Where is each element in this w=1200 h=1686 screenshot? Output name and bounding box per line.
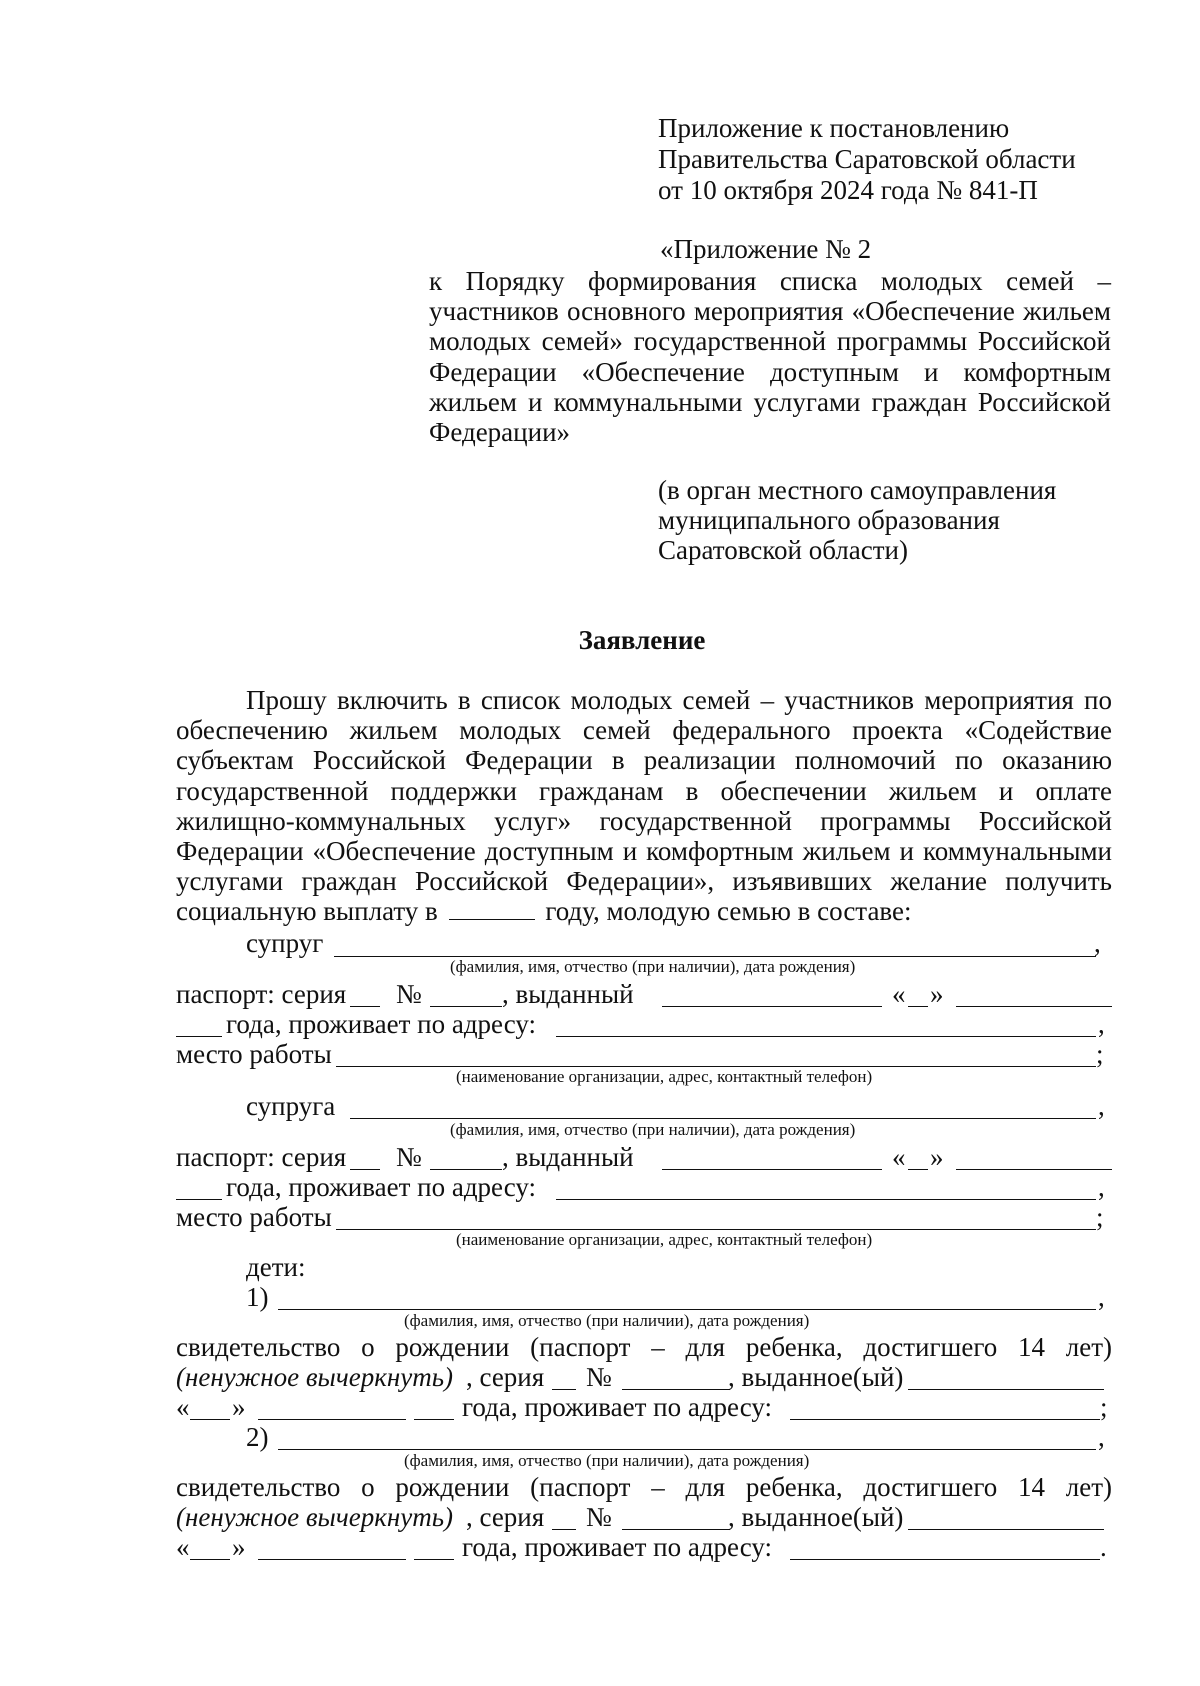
year-blank[interactable] (449, 897, 535, 920)
approval-line-2: Правительства Саратовской области (658, 144, 1076, 174)
quote-open: « (176, 1392, 190, 1422)
approval-block (658, 113, 1076, 206)
husband-name-hint: (фамилия, имя, отчество (при наличии), дата рождения) (450, 957, 856, 976)
husband-label: супруг (246, 928, 324, 958)
addressee-block (658, 475, 1056, 565)
wife-name-hint: (фамилия, имя, отчество (при наличии), дата рождения) (450, 1120, 856, 1139)
intro-paragraph (176, 685, 1112, 927)
addressee-line-3: Саратовской области) (658, 535, 908, 565)
husband-address-field[interactable] (556, 1036, 1096, 1037)
quote-open: « (176, 1532, 190, 1562)
child-2-year-field[interactable] (414, 1559, 454, 1560)
wife-work-label: место работы (176, 1202, 332, 1232)
quote-open: « (892, 1142, 906, 1172)
child-1-address-label: года, проживает по адресу: (462, 1392, 772, 1422)
wife-name-field[interactable] (350, 1118, 1096, 1119)
comma: , (1098, 1282, 1105, 1312)
wife-work-hint: (наименование организации, адрес, контактный телефон) (456, 1230, 873, 1249)
quote-close: » (930, 979, 944, 1009)
appendix-body: к Порядку формирования списка молодых семей – участников основного мероприятия «Обеспечение жильем молодых семей» государственной программы Российской Федерации «Обеспечение доступным и комфортным жильем и коммунальными услугами граждан Российской Федерации» (429, 266, 1111, 448)
child-2-series-label: , серия (466, 1502, 545, 1532)
addressee-line-1: (в орган местного самоуправления (658, 475, 1057, 505)
comma: , (1098, 1172, 1105, 1202)
child-1-day-field[interactable] (190, 1419, 230, 1420)
child-1-issued-label: , выданное(ый) (728, 1362, 904, 1392)
comma: , (1098, 1091, 1105, 1121)
semicolon: ; (1096, 1202, 1104, 1232)
wife-passport-label: паспорт: серия (176, 1142, 347, 1172)
child-1-number-field[interactable] (622, 1389, 730, 1390)
child-2-name-field[interactable] (278, 1449, 1096, 1450)
child-2-index: 2) (246, 1422, 269, 1452)
husband-passport-number-field[interactable] (430, 1006, 502, 1007)
child-1-name-hint: (фамилия, имя, отчество (при наличии), дата рождения) (404, 1311, 810, 1330)
intro-text-before: Прошу включить в список молодых семей – участников мероприятия по обеспечению жильем молодых семей федерального проекта «Содействие субъектам Российской Федерации в реализации полномочий по оказанию государственной поддержки гражданам в обеспечении жильем и оплате жилищно-коммунальных услуг» государственной программы Российской Федерации «Обеспечение доступным и комфортным жильем и коммунальными услугами граждан Российской Федерации», изъявивших желание получить социальную выплату в (176, 685, 1112, 927)
child-1-certificate: свидетельство о рождении (паспорт – для ребенка, достигшего 14 лет) (176, 1332, 1112, 1362)
wife-issued-day-field[interactable] (908, 1169, 928, 1170)
wife-issued-by-field[interactable] (662, 1169, 882, 1170)
husband-issued-year-field[interactable] (176, 1036, 222, 1037)
child-2-name-hint: (фамилия, имя, отчество (при наличии), дата рождения) (404, 1451, 810, 1470)
husband-passport-series-field[interactable] (350, 1006, 380, 1007)
document-title: Заявление (578, 625, 706, 655)
child-1-index: 1) (246, 1282, 269, 1312)
child-2-address-field[interactable] (790, 1559, 1100, 1560)
husband-issued-day-field[interactable] (908, 1006, 928, 1007)
child-2-number-field[interactable] (622, 1529, 730, 1530)
child-1-year-field[interactable] (414, 1419, 454, 1420)
child-1-issued-by-field[interactable] (908, 1389, 1104, 1390)
quote-close: » (930, 1142, 944, 1172)
child-1-series-label: , серия (466, 1362, 545, 1392)
intro-text-after: году, молодую семью в составе: (545, 896, 912, 927)
quote-close: » (232, 1532, 246, 1562)
number-sign: № (396, 979, 422, 1009)
number-sign: № (586, 1362, 612, 1392)
child-2-certificate: свидетельство о рождении (паспорт – для ребенка, достигшего 14 лет) (176, 1472, 1112, 1502)
child-2-address-label: года, проживает по адресу: (462, 1532, 772, 1562)
child-2-day-field[interactable] (190, 1559, 230, 1560)
husband-address-label: года, проживает по адресу: (226, 1009, 536, 1039)
child-1-month-field[interactable] (258, 1419, 406, 1420)
wife-passport-number-field[interactable] (430, 1169, 502, 1170)
wife-address-field[interactable] (556, 1199, 1096, 1200)
quote-open: « (892, 979, 906, 1009)
number-sign: № (586, 1502, 612, 1532)
child-1-name-field[interactable] (278, 1309, 1096, 1310)
semicolon: ; (1100, 1392, 1108, 1422)
quote-close: » (232, 1392, 246, 1422)
child-2-month-field[interactable] (258, 1559, 406, 1560)
child-1-address-field[interactable] (790, 1419, 1100, 1420)
husband-work-hint: (наименование организации, адрес, контактный телефон) (456, 1067, 873, 1086)
husband-issued-month-field[interactable] (956, 1006, 1112, 1007)
child-1-strike-note: (ненужное вычеркнуть) (176, 1362, 453, 1392)
wife-issued-label: , выданный (502, 1142, 634, 1172)
wife-address-label: года, проживает по адресу: (226, 1172, 536, 1202)
approval-line-1: Приложение к постановлению (658, 113, 1010, 143)
addressee-line-2: муниципального образования (658, 505, 1000, 535)
child-2-issued-by-field[interactable] (908, 1529, 1104, 1530)
approval-line-3: от 10 октября 2024 года № 841-П (658, 175, 1038, 205)
appendix-title: «Приложение № 2 (660, 234, 872, 264)
children-label: дети: (246, 1252, 306, 1282)
child-2-strike-note: (ненужное вычеркнуть) (176, 1502, 453, 1532)
child-1-series-field[interactable] (552, 1389, 576, 1390)
wife-passport-series-field[interactable] (350, 1169, 380, 1170)
wife-issued-month-field[interactable] (956, 1169, 1112, 1170)
comma: , (1094, 928, 1101, 958)
number-sign: № (396, 1142, 422, 1172)
husband-work-label: место работы (176, 1039, 332, 1069)
wife-issued-year-field[interactable] (176, 1199, 222, 1200)
husband-issued-label: , выданный (502, 979, 634, 1009)
child-2-issued-label: , выданное(ый) (728, 1502, 904, 1532)
wife-label: супруга (246, 1091, 336, 1121)
comma: , (1098, 1009, 1105, 1039)
comma: , (1098, 1422, 1105, 1452)
period: . (1100, 1532, 1107, 1562)
semicolon: ; (1096, 1039, 1104, 1069)
husband-passport-label: паспорт: серия (176, 979, 347, 1009)
child-2-series-field[interactable] (552, 1529, 576, 1530)
husband-issued-by-field[interactable] (662, 1006, 882, 1007)
